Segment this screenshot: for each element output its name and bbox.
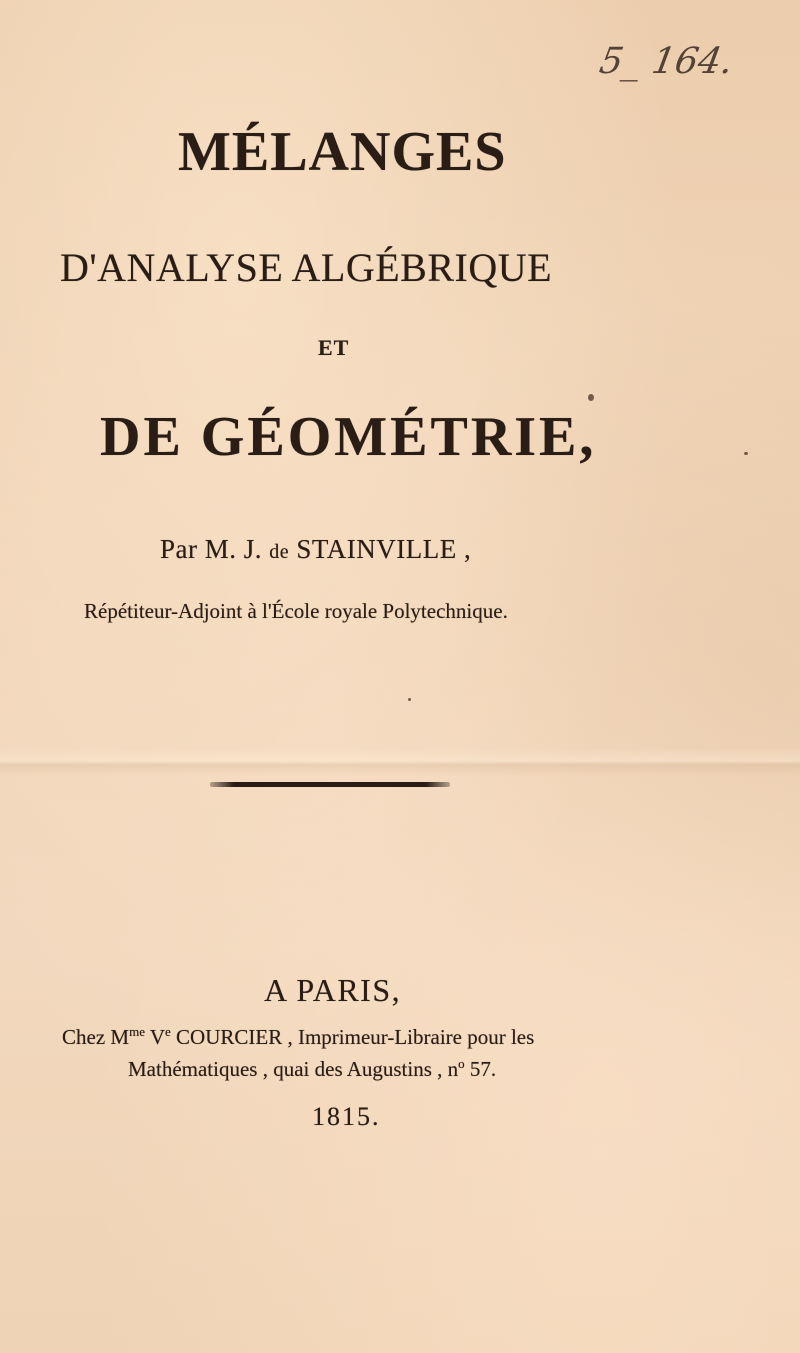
- author-name: STAINVILLE ,: [296, 534, 472, 564]
- imprint-city: A PARIS,: [264, 972, 402, 1008]
- paper-fold: [0, 748, 800, 776]
- title-geometrie: DE GÉOMÉTRIE,: [100, 406, 597, 468]
- imprint-chez: Chez M: [62, 1025, 130, 1049]
- decorative-rule: [210, 782, 450, 787]
- imprint-v: V: [149, 1025, 166, 1049]
- ink-speck: [744, 452, 748, 455]
- title-et: ET: [318, 335, 350, 360]
- imprint-publisher-name: COURCIER , Imprimeur-Libraire pour les: [176, 1025, 535, 1049]
- author-prefix: Par: [160, 534, 198, 564]
- imprint-year: 1815.: [312, 1102, 381, 1131]
- imprint-address: [0, 1054, 800, 1084]
- imprint-v-sup: e: [165, 1024, 171, 1039]
- author-initials: M. J.: [204, 534, 263, 564]
- author-particle: de: [269, 541, 290, 563]
- handwritten-shelfmark: 5_ 164.: [596, 41, 737, 82]
- author-role: Répétiteur-Adjoint à l'École royale Polytechnique.: [84, 599, 508, 623]
- title-analyse-algebrique: D'ANALYSE ALGÉBRIQUE: [60, 245, 553, 290]
- title-melanges: MÉLANGES: [178, 121, 507, 183]
- ink-speck: [408, 698, 411, 701]
- imprint-number: 57.: [469, 1057, 497, 1081]
- imprint-publisher: [0, 1022, 800, 1052]
- ink-speck: [588, 394, 594, 401]
- imprint-mme-sup: me: [129, 1024, 145, 1039]
- imprint-no-sup: o: [458, 1056, 465, 1071]
- author-line: [0, 532, 800, 569]
- imprint-address-text: Mathématiques , quai des Augustins , n: [128, 1057, 459, 1081]
